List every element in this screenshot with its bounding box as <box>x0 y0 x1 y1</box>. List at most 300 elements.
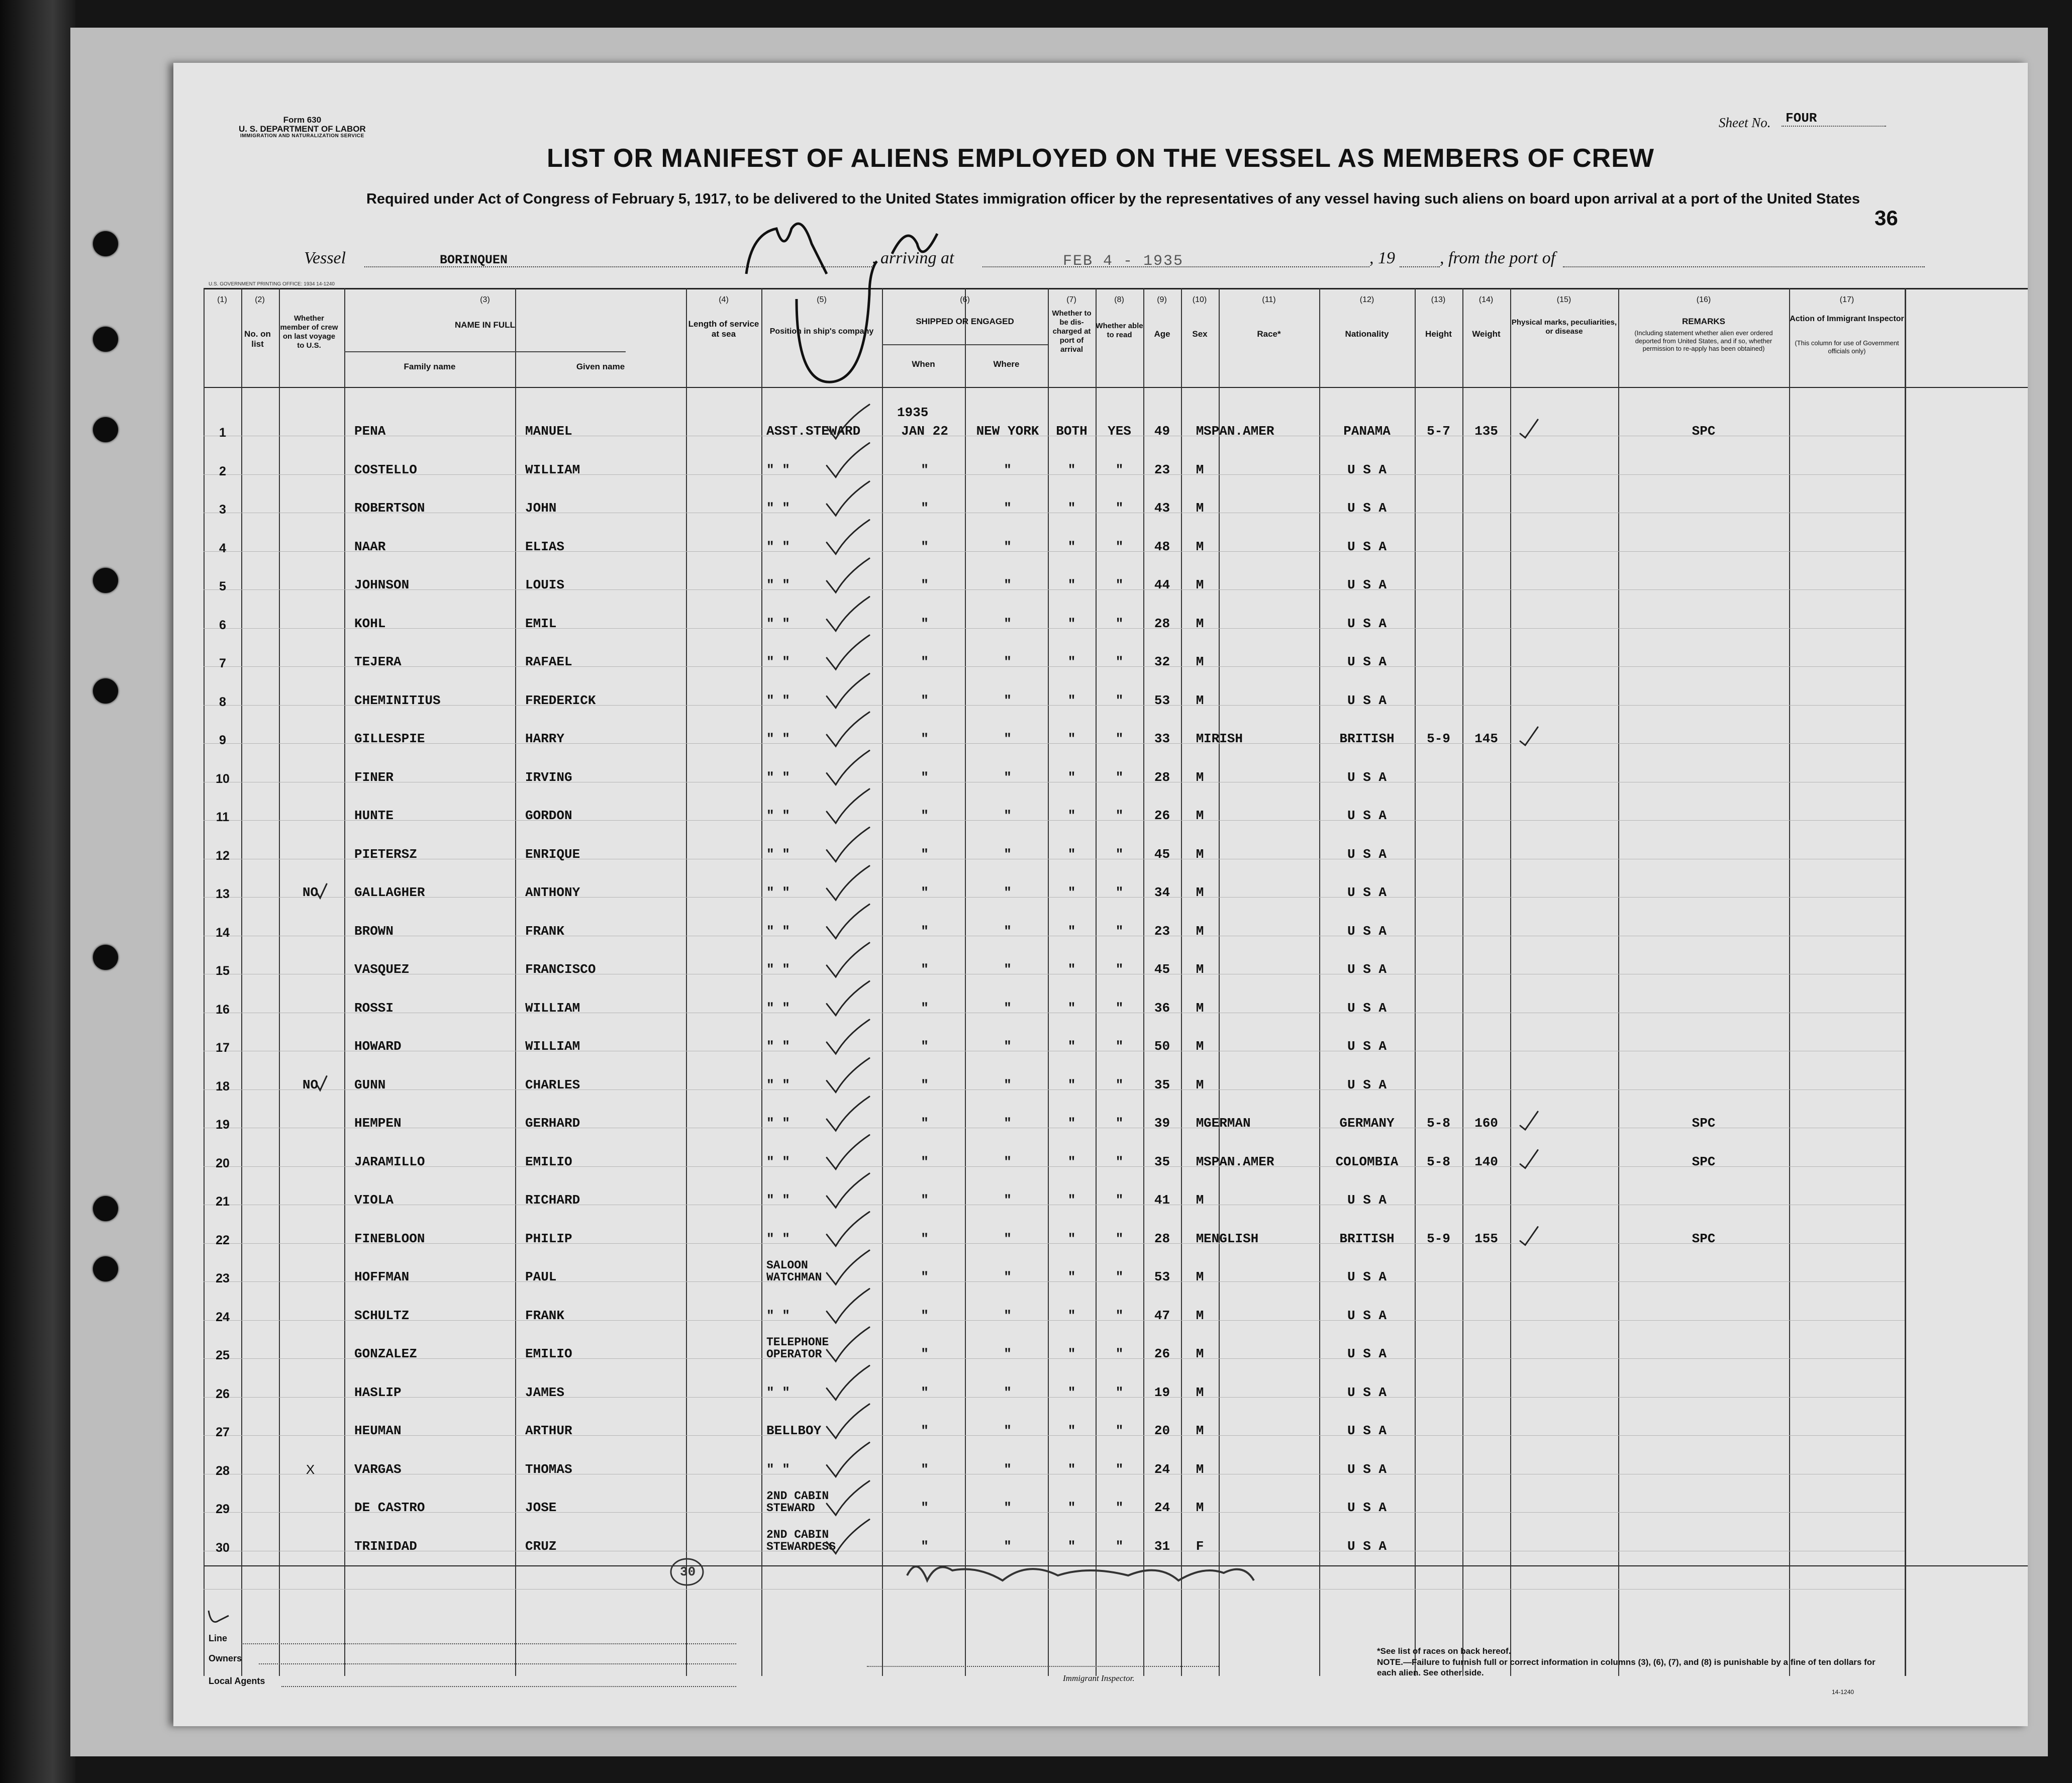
discharged-cell: " <box>1067 731 1076 746</box>
shipped-when-cell: " <box>921 769 929 785</box>
sex-cell: M <box>1196 1231 1204 1246</box>
shipped-when-cell: " <box>921 654 929 669</box>
row-number: 19 <box>216 1118 230 1132</box>
sex-cell: M <box>1196 1116 1204 1131</box>
able-to-read-cell: " <box>1115 692 1124 708</box>
row-number: 28 <box>216 1463 230 1478</box>
age-cell: 50 <box>1154 1039 1170 1054</box>
shipped-when-cell: " <box>921 1154 929 1169</box>
check-mark <box>827 1327 869 1361</box>
able-to-read-cell: " <box>1115 1423 1124 1438</box>
check-mark <box>827 1097 869 1131</box>
weight-cell: 155 <box>1474 1231 1498 1246</box>
check-mark <box>827 751 869 785</box>
family-name-cell: COSTELLO <box>354 462 417 477</box>
header-no-on-list: No. on list <box>244 329 271 349</box>
discharged-cell: " <box>1067 539 1076 554</box>
physical-check-mark <box>1520 1112 1538 1130</box>
sex-cell: M <box>1196 1154 1204 1169</box>
discharged-cell: " <box>1067 846 1076 862</box>
discharged-cell: " <box>1067 1538 1076 1554</box>
handwritten-checkmarks <box>173 63 2028 1726</box>
able-to-read-cell: " <box>1115 923 1124 939</box>
sex-cell: M <box>1196 923 1204 939</box>
race-cell: ENGLISH <box>1204 1231 1259 1246</box>
shipped-when-cell: " <box>921 1538 929 1554</box>
physical-check-mark <box>1520 727 1538 745</box>
shipped-where-cell: " <box>1004 1231 1012 1246</box>
shipped-when-cell: " <box>921 1231 929 1246</box>
height-cell: 5-8 <box>1427 1154 1450 1169</box>
row-number: 22 <box>216 1233 230 1247</box>
family-name-cell: GALLAGHER <box>354 885 425 900</box>
position-cell: " " <box>766 731 790 746</box>
shipped-where-cell: " <box>1004 616 1012 631</box>
family-name-cell: HASLIP <box>354 1384 402 1400</box>
discharged-cell: " <box>1067 1461 1076 1477</box>
able-to-read-cell: " <box>1115 1461 1124 1477</box>
shipped-when-cell: " <box>921 962 929 977</box>
position-cell: " " <box>766 1000 790 1016</box>
nationality-cell: U S A <box>1347 1384 1387 1400</box>
owners-label: Owners <box>209 1653 242 1663</box>
check-mark <box>827 1135 869 1169</box>
race-cell: GERMAN <box>1204 1116 1251 1131</box>
check-mark <box>827 1443 869 1477</box>
check-mark <box>827 481 869 516</box>
nationality-cell: U S A <box>1347 692 1387 708</box>
shipped-where-cell: " <box>1004 501 1012 516</box>
shipped-where-cell: " <box>1004 692 1012 708</box>
shipped-where-cell: " <box>1004 962 1012 977</box>
position-cell: " " <box>766 1461 790 1477</box>
position-cell: " " <box>766 1308 790 1323</box>
position-cell: " " <box>766 808 790 823</box>
header-sex: Sex <box>1192 329 1208 339</box>
discharged-cell: " <box>1067 962 1076 977</box>
age-cell: 53 <box>1154 692 1170 708</box>
age-cell: 28 <box>1154 769 1170 785</box>
shipped-year: 1935 <box>897 405 929 420</box>
given-name-cell: PAUL <box>525 1269 557 1284</box>
age-cell: 39 <box>1154 1116 1170 1131</box>
sex-cell: M <box>1196 539 1204 554</box>
previous-voyage-cell: NO <box>302 1077 319 1093</box>
column-number: (17) <box>1839 295 1854 304</box>
shipped-when-cell: " <box>921 577 929 592</box>
sex-cell: M <box>1196 424 1204 439</box>
printing-note: U.S. GOVERNMENT PRINTING OFFICE: 1934 14-1240 <box>209 281 335 287</box>
sex-cell: M <box>1196 1077 1204 1093</box>
binder-hole <box>93 231 118 256</box>
check-mark <box>827 981 869 1016</box>
able-to-read-cell: " <box>1115 962 1124 977</box>
family-name-cell: ROSSI <box>354 1000 394 1016</box>
binder-hole <box>93 678 118 704</box>
able-to-read-cell: " <box>1115 501 1124 516</box>
sex-cell: M <box>1196 769 1204 785</box>
weight-cell: 140 <box>1474 1154 1498 1169</box>
form-number: Form 630 <box>283 115 322 125</box>
shipped-when-cell: " <box>921 1500 929 1515</box>
row-number: 15 <box>216 964 230 978</box>
check-mark <box>827 1366 869 1400</box>
discharged-cell: " <box>1067 692 1076 708</box>
shipped-where-cell: " <box>1004 1308 1012 1323</box>
nationality-cell: U S A <box>1347 462 1387 477</box>
shipped-where-cell: " <box>1004 1461 1012 1477</box>
row-number: 13 <box>216 887 230 901</box>
position-cell: " " <box>766 923 790 939</box>
family-name-cell: ROBERTSON <box>354 501 425 516</box>
shipped-where-cell: " <box>1004 846 1012 862</box>
column-number: (2) <box>255 295 265 304</box>
given-name-cell: CRUZ <box>525 1538 557 1554</box>
able-to-read-cell: " <box>1115 1077 1124 1093</box>
nationality-cell: U S A <box>1347 1423 1387 1438</box>
shipped-when-cell: " <box>921 501 929 516</box>
row-number: 14 <box>216 925 230 940</box>
shipped-when-cell: " <box>921 1423 929 1438</box>
shipped-when-cell: " <box>921 692 929 708</box>
header-remarks: REMARKS <box>1682 317 1725 326</box>
shipped-when-cell: " <box>921 846 929 862</box>
shipped-where-cell: " <box>1004 885 1012 900</box>
shipped-when-cell: " <box>921 462 929 477</box>
check-mark <box>827 1289 869 1323</box>
able-to-read-cell: " <box>1115 577 1124 592</box>
row-number: 8 <box>219 695 226 709</box>
check-mark <box>827 520 869 554</box>
check-mark <box>827 1404 869 1438</box>
family-name-cell: FINEBLOON <box>354 1231 425 1246</box>
shipped-when-cell: JAN 22 <box>901 424 948 439</box>
family-name-cell: VIOLA <box>354 1193 394 1208</box>
row-number: 2 <box>219 464 226 478</box>
check-mark <box>827 1058 869 1093</box>
position-cell: " " <box>766 769 790 785</box>
column-number: (15) <box>1556 295 1571 304</box>
column-number: (8) <box>1114 295 1124 304</box>
row-number: 12 <box>216 848 230 863</box>
family-name-cell: GILLESPIE <box>354 731 425 746</box>
shipped-where-cell: " <box>1004 1538 1012 1554</box>
row-number: 24 <box>216 1310 230 1324</box>
column-number: (7) <box>1066 295 1076 304</box>
position-cell: " " <box>766 616 790 631</box>
row-number: 30 <box>216 1540 230 1555</box>
age-cell: 41 <box>1154 1193 1170 1208</box>
family-name-cell: HUNTE <box>354 808 394 823</box>
nationality-cell: U S A <box>1347 1538 1387 1554</box>
able-to-read-cell: " <box>1115 846 1124 862</box>
position-cell: 2ND CABIN STEWARDESS <box>766 1528 836 1553</box>
given-name-cell: GERHARD <box>525 1116 580 1131</box>
age-cell: 26 <box>1154 808 1170 823</box>
row-number: 26 <box>216 1386 230 1401</box>
able-to-read-cell: " <box>1115 1154 1124 1169</box>
given-name-cell: RAFAEL <box>525 654 572 669</box>
able-to-read-cell: " <box>1115 885 1124 900</box>
line-field <box>241 1643 736 1644</box>
sex-cell: M <box>1196 731 1204 746</box>
able-to-read-cell: " <box>1115 769 1124 785</box>
position-cell: " " <box>766 1384 790 1400</box>
given-name-cell: THOMAS <box>525 1461 572 1477</box>
age-cell: 45 <box>1154 846 1170 862</box>
nationality-cell: U S A <box>1347 1461 1387 1477</box>
nationality-cell: U S A <box>1347 885 1387 900</box>
check-mark <box>827 674 869 708</box>
header-where: Where <box>993 359 1020 369</box>
scan-edge <box>0 0 75 1783</box>
discharged-cell: " <box>1067 769 1076 785</box>
row-number: 21 <box>216 1195 230 1209</box>
position-cell: " " <box>766 1193 790 1208</box>
able-to-read-cell: " <box>1115 654 1124 669</box>
discharged-cell: " <box>1067 1154 1076 1169</box>
family-name-cell: HEUMAN <box>354 1423 402 1438</box>
able-to-read-cell: " <box>1115 1346 1124 1361</box>
header-shipped: SHIPPED OR ENGAGED <box>916 317 1014 326</box>
row-number: 9 <box>219 733 226 747</box>
check-mark <box>827 1020 869 1054</box>
remarks-cell: SPC <box>1692 424 1716 439</box>
shipped-when-cell: " <box>921 731 929 746</box>
shipped-where-cell: " <box>1004 731 1012 746</box>
age-cell: 19 <box>1154 1384 1170 1400</box>
check-mark <box>827 1520 869 1554</box>
sex-cell: M <box>1196 1346 1204 1361</box>
manifest-page <box>173 63 2028 1726</box>
check-mark <box>827 866 869 900</box>
column-number: (5) <box>817 295 827 304</box>
family-name-cell: VARGAS <box>354 1461 402 1477</box>
sex-cell: M <box>1196 1039 1204 1054</box>
shipped-when-cell: " <box>921 539 929 554</box>
discharged-cell: " <box>1067 808 1076 823</box>
nationality-cell: U S A <box>1347 1193 1387 1208</box>
shipped-where-cell: " <box>1004 769 1012 785</box>
shipped-where-cell: " <box>1004 1193 1012 1208</box>
position-cell: " " <box>766 692 790 708</box>
shipped-when-cell: " <box>921 1346 929 1361</box>
line-label: Line <box>209 1633 228 1643</box>
nationality-cell: U S A <box>1347 1500 1387 1515</box>
family-name-cell: TRINIDAD <box>354 1538 417 1554</box>
shipped-where-cell: " <box>1004 1500 1012 1515</box>
row-number: 3 <box>219 503 226 517</box>
row-number: 6 <box>219 618 226 632</box>
discharged-cell: " <box>1067 462 1076 477</box>
sheet-number: FOUR <box>1782 111 1886 127</box>
sex-cell: M <box>1196 962 1204 977</box>
check-mark <box>827 1250 869 1284</box>
position-cell: " " <box>766 501 790 516</box>
document-subtitle: Required under Act of Congress of February 5, 1917, to be delivered to the United States immigration officer by the representatives of any vessel having such aliens on board upon arrival at a port of the United States <box>366 191 1860 207</box>
position-cell: " " <box>766 654 790 669</box>
sex-cell: M <box>1196 577 1204 592</box>
weight-cell: 160 <box>1474 1116 1498 1131</box>
column-number: (12) <box>1359 295 1374 304</box>
given-name-cell: ENRIQUE <box>525 846 580 862</box>
nationality-cell: U S A <box>1347 1308 1387 1323</box>
nationality-cell: U S A <box>1347 1000 1387 1016</box>
discharged-cell: " <box>1067 923 1076 939</box>
discharged-cell: " <box>1067 616 1076 631</box>
vessel-label: Vessel <box>304 249 346 267</box>
sex-cell: M <box>1196 501 1204 516</box>
given-name-cell: RICHARD <box>525 1193 580 1208</box>
position-cell: " " <box>766 1231 790 1246</box>
nationality-cell: COLOMBIA <box>1335 1154 1399 1169</box>
position-cell: " " <box>766 577 790 592</box>
given-name-cell: ARTHUR <box>525 1423 572 1438</box>
sex-cell: M <box>1196 692 1204 708</box>
nationality-cell: U S A <box>1347 962 1387 977</box>
sex-cell: M <box>1196 1000 1204 1016</box>
able-to-read-cell: " <box>1115 1538 1124 1554</box>
discharged-cell: " <box>1067 1193 1076 1208</box>
column-number: (10) <box>1192 295 1207 304</box>
sex-cell: M <box>1196 808 1204 823</box>
inspector-initials-mark <box>797 261 877 382</box>
page-number: 36 <box>1874 206 1898 230</box>
check-mark <box>827 1481 869 1515</box>
column-number: (13) <box>1431 295 1446 304</box>
age-cell: 43 <box>1154 501 1170 516</box>
shipped-when-cell: " <box>921 1461 929 1477</box>
nationality-cell: U S A <box>1347 577 1387 592</box>
given-name-cell: JAMES <box>525 1384 565 1400</box>
family-name-cell: JARAMILLO <box>354 1154 425 1169</box>
shipped-when-cell: " <box>921 923 929 939</box>
race-note: *See list of races on back hereof. <box>1377 1646 1511 1656</box>
column-number: (4) <box>719 295 729 304</box>
family-name-cell: PIETERSZ <box>354 846 417 862</box>
arriving-label: , arriving at <box>872 249 954 267</box>
header-action: Action of Immigrant Inspector <box>1790 315 1904 323</box>
row-number: 17 <box>216 1041 230 1055</box>
check-mark <box>827 828 869 862</box>
given-name-cell: GORDON <box>525 808 572 823</box>
given-name-cell: EMILIO <box>525 1346 572 1361</box>
nationality-cell: GERMANY <box>1339 1116 1395 1131</box>
age-cell: 24 <box>1154 1500 1170 1515</box>
shipped-when-cell: " <box>921 1116 929 1131</box>
header-race: Race* <box>1257 329 1281 339</box>
handwritten-count: 30 <box>680 1564 696 1579</box>
nationality-cell: U S A <box>1347 1346 1387 1361</box>
row-number: 18 <box>216 1079 230 1094</box>
able-to-read-cell: " <box>1115 1000 1124 1016</box>
header-previous-voyage: Whether member of crew on last voyage to U.S. <box>280 314 338 350</box>
nationality-cell: BRITISH <box>1339 731 1395 746</box>
from-port-label: , from the port of <box>1440 249 1556 267</box>
given-name-cell: FRANK <box>525 1308 565 1323</box>
position-cell: ASST.STEWARD <box>766 424 861 439</box>
age-cell: 28 <box>1154 616 1170 631</box>
local-agents-label: Local Agents <box>209 1676 265 1686</box>
shipped-when-cell: " <box>921 1193 929 1208</box>
column-number: (9) <box>1157 295 1167 304</box>
check-mark <box>827 1212 869 1246</box>
age-cell: 23 <box>1154 923 1170 939</box>
row-number: 1 <box>219 426 226 440</box>
row-number: 16 <box>216 1002 230 1017</box>
able-to-read-cell: " <box>1115 1039 1124 1054</box>
row-number: 23 <box>216 1271 230 1285</box>
discharged-cell: " <box>1067 1346 1076 1361</box>
position-cell: 2ND CABIN STEWARD <box>766 1490 829 1515</box>
shipped-where-cell: " <box>1004 1346 1012 1361</box>
shipped-where-cell: " <box>1004 1039 1012 1054</box>
position-cell: " " <box>766 1116 790 1131</box>
age-cell: 45 <box>1154 962 1170 977</box>
nationality-cell: U S A <box>1347 654 1387 669</box>
form-code: 14-1240 <box>1832 1689 1854 1696</box>
date-stamp: FEB 4 - 1935 <box>1063 253 1184 270</box>
nationality-cell: U S A <box>1347 1077 1387 1093</box>
owners-field <box>259 1663 736 1664</box>
family-name-cell: TEJERA <box>354 654 402 669</box>
given-name-cell: ANTHONY <box>525 885 580 900</box>
binder-hole <box>93 1196 118 1221</box>
previous-voyage-cell: X <box>306 1461 315 1477</box>
nationality-cell: U S A <box>1347 539 1387 554</box>
given-name-cell: CHARLES <box>525 1077 580 1093</box>
nationality-cell: PANAMA <box>1343 424 1391 439</box>
remarks-cell: SPC <box>1692 1231 1716 1246</box>
shipped-where-cell: " <box>1004 808 1012 823</box>
row-number: 10 <box>216 771 230 786</box>
sex-cell: F <box>1196 1538 1204 1554</box>
shipped-where-cell: " <box>1004 1000 1012 1016</box>
age-cell: 53 <box>1154 1269 1170 1284</box>
given-name-cell: LOUIS <box>525 577 565 592</box>
shipped-where-cell: NEW YORK <box>976 424 1039 439</box>
check-mark <box>827 443 869 477</box>
shipped-where-cell: " <box>1004 1077 1012 1093</box>
given-name-cell: WILLIAM <box>525 1000 580 1016</box>
header-nationality: Nationality <box>1345 329 1389 339</box>
weight-cell: 135 <box>1474 424 1498 439</box>
able-to-read-cell: " <box>1115 462 1124 477</box>
inspector-signature-line <box>867 1666 1219 1667</box>
given-name-cell: EMILIO <box>525 1154 572 1169</box>
race-cell: IRISH <box>1204 731 1243 746</box>
fine-note: NOTE.—Failure to furnish full or correct information in columns (3), (6), (7), and (8) is punishable by a fine of ten dollars for each alien. See other side. <box>1377 1657 1876 1678</box>
shipped-when-cell: " <box>921 1077 929 1093</box>
discharged-cell: " <box>1067 1039 1076 1054</box>
shipped-where-cell: " <box>1004 1423 1012 1438</box>
given-name-cell: MANUEL <box>525 424 572 439</box>
family-name-cell: FINER <box>354 769 394 785</box>
age-cell: 34 <box>1154 885 1170 900</box>
given-name-cell: JOHN <box>525 501 557 516</box>
weight-cell: 145 <box>1474 731 1498 746</box>
year-prefix: , 19 <box>1369 249 1395 267</box>
physical-check-mark <box>1520 1227 1538 1245</box>
header-when: When <box>912 359 935 369</box>
sex-cell: M <box>1196 462 1204 477</box>
nationality-cell: U S A <box>1347 846 1387 862</box>
age-cell: 28 <box>1154 1231 1170 1246</box>
header-height: Height <box>1425 329 1452 339</box>
able-to-read-cell: " <box>1115 1308 1124 1323</box>
height-cell: 5-9 <box>1427 731 1450 746</box>
discharged-cell: " <box>1067 1384 1076 1400</box>
